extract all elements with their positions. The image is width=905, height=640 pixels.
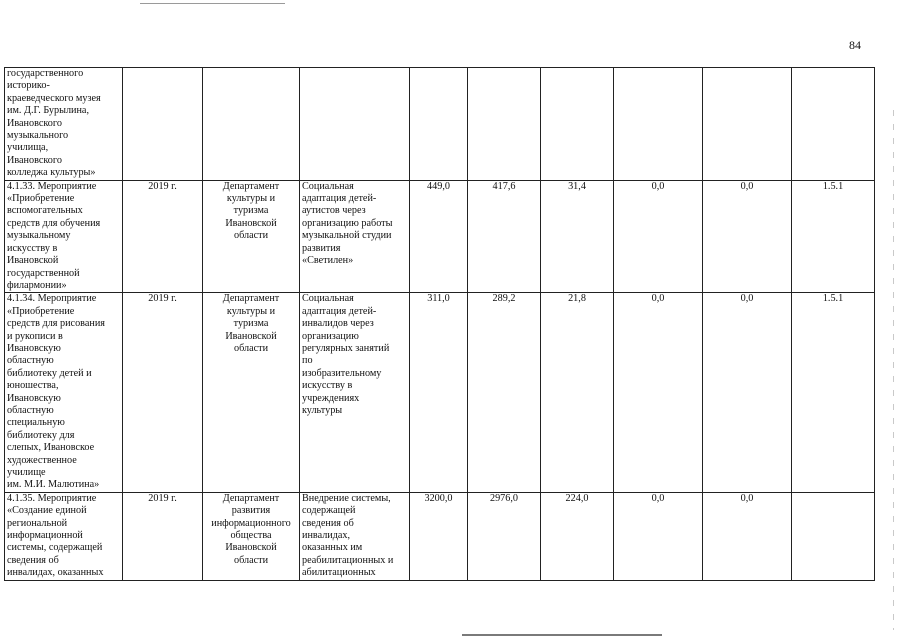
expected-result-cell: Социальная адаптация детей- инвалидов через организацию регулярных занятий по изобразительному искусству в учреждениях культуры (300, 293, 410, 493)
amount-cell-2: 289,2 (468, 293, 541, 493)
year-cell: 2019 г. (123, 180, 203, 293)
total-amount-cell (410, 68, 468, 181)
amount-cell-2: 2976,0 (468, 492, 541, 580)
amount-cell-2: 417,6 (468, 180, 541, 293)
table-row (5, 180, 875, 293)
year-cell (123, 68, 203, 181)
amount-cell-4: 0,0 (614, 180, 703, 293)
total-amount-cell: 311,0 (410, 293, 468, 493)
amount-cell-4 (614, 68, 703, 181)
amount-cell-3 (541, 68, 614, 181)
indicator-code-cell: 1.5.1 (792, 180, 875, 293)
page-number: 84 (849, 38, 861, 52)
amount-cell-5: 0,0 (703, 492, 792, 580)
amount-cell-5 (703, 68, 792, 181)
year-cell: 2019 г. (123, 492, 203, 580)
activity-name-cell: 4.1.35. Мероприятие «Создание единой региональной информационной системы, содержащей сведения об инвалидах, оказанных (5, 492, 123, 580)
amount-cell-3: 21,8 (541, 293, 614, 493)
table-row (5, 492, 875, 580)
indicator-code-cell (792, 68, 875, 181)
expected-result-cell (300, 68, 410, 181)
total-amount-cell: 3200,0 (410, 492, 468, 580)
executor-cell (203, 68, 300, 181)
table-row (5, 293, 875, 493)
executor-cell: Департамент развития информационного общества Ивановской области (203, 492, 300, 580)
activity-name-cell: 4.1.33. Мероприятие «Приобретение вспомогательных средств для обучения музыкальному искусству в Ивановской государственной филармонии» (5, 180, 123, 293)
scan-artifact-right-edge (893, 110, 894, 630)
program-activities-table (4, 67, 875, 581)
executor-cell: Департамент культуры и туризма Ивановской области (203, 180, 300, 293)
executor-cell: Департамент культуры и туризма Ивановской области (203, 293, 300, 493)
indicator-code-cell (792, 492, 875, 580)
amount-cell-4: 0,0 (614, 492, 703, 580)
indicator-code-cell: 1.5.1 (792, 293, 875, 493)
table-row (5, 68, 875, 181)
amount-cell-5: 0,0 (703, 180, 792, 293)
scan-artifact-top-line (140, 3, 285, 4)
total-amount-cell: 449,0 (410, 180, 468, 293)
year-cell: 2019 г. (123, 293, 203, 493)
amount-cell-5: 0,0 (703, 293, 792, 493)
scan-artifact-bottom-line (462, 634, 662, 636)
amount-cell-3: 224,0 (541, 492, 614, 580)
amount-cell-2 (468, 68, 541, 181)
amount-cell-4: 0,0 (614, 293, 703, 493)
activity-name-cell: государственного историко- краеведческого музея им. Д.Г. Бурылина, Ивановского музыкального училища, Ивановского колледжа культуры» (5, 68, 123, 181)
expected-result-cell: Социальная адаптация детей- аутистов через организацию работы музыкальной студии развития «Светилен» (300, 180, 410, 293)
amount-cell-3: 31,4 (541, 180, 614, 293)
activity-name-cell: 4.1.34. Мероприятие «Приобретение средств для рисования и рукописи в Ивановскую областную библиотеку детей и юношества, Ивановскую областную специальную библиотеку для слепых, Ивановское художественное училище им. М.И. Малютина» (5, 293, 123, 493)
expected-result-cell: Внедрение системы, содержащей сведения об инвалидах, оказанных им реабилитационных и абилитационных (300, 492, 410, 580)
